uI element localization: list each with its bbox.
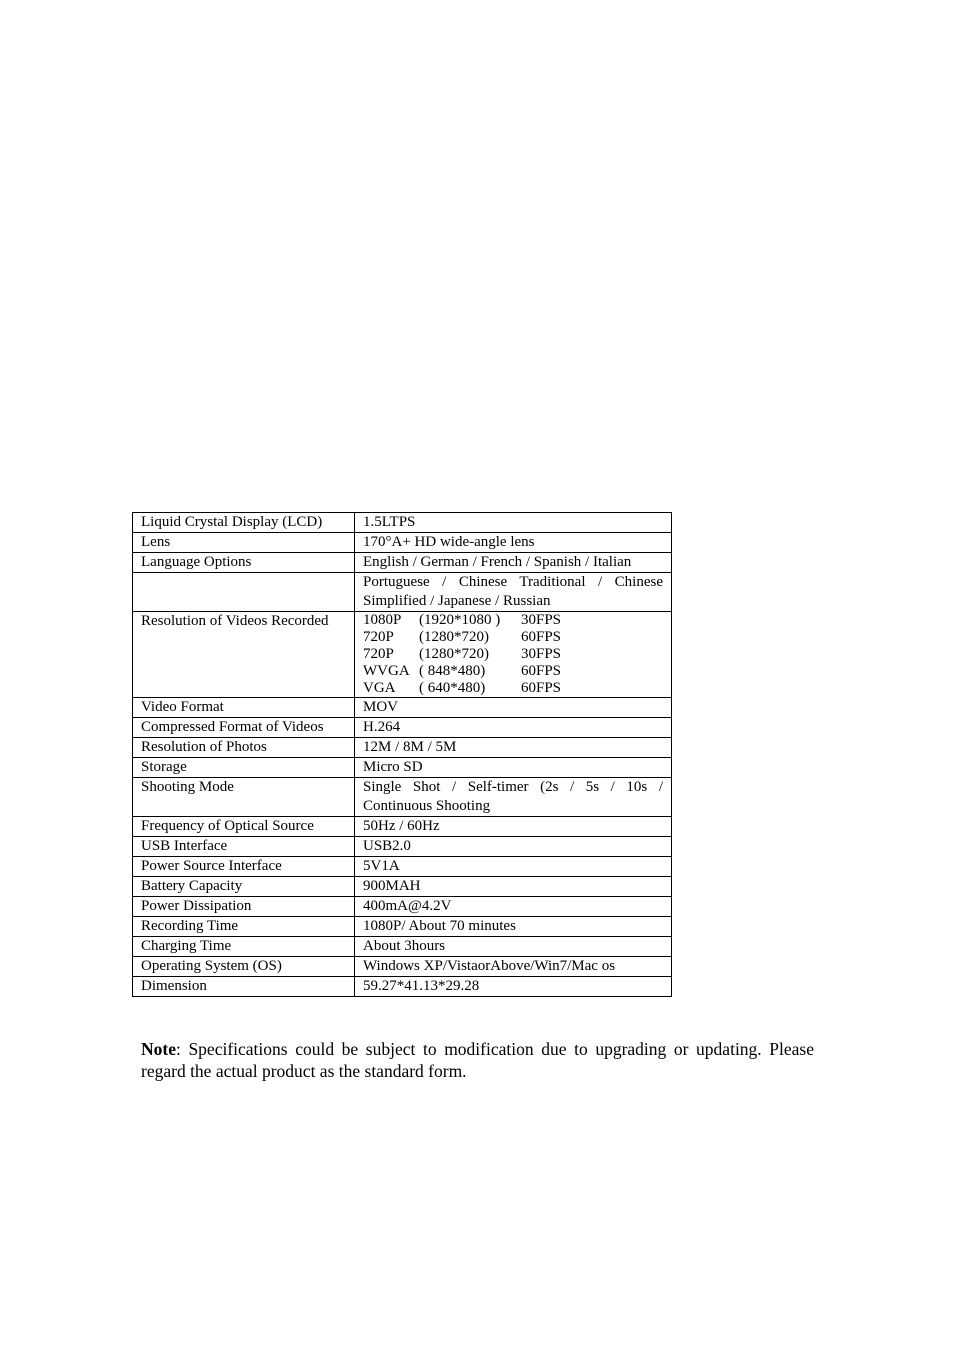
table-row bbox=[133, 977, 672, 997]
resolution-size: (1280*720) bbox=[419, 629, 489, 645]
spec-label: Operating System (OS) bbox=[133, 957, 355, 977]
note-label: Note bbox=[141, 1039, 176, 1059]
spec-value: Windows XP/VistaorAbove/Win7/Mac os bbox=[355, 957, 672, 977]
spec-value: 5V1A bbox=[355, 857, 672, 877]
resolution-size: ( 640*480) bbox=[419, 680, 486, 696]
resolution-line bbox=[363, 629, 663, 646]
spec-value: 1080P/ About 70 minutes bbox=[355, 917, 672, 937]
spec-label: Recording Time bbox=[133, 917, 355, 937]
spec-label: Language Options bbox=[133, 553, 355, 573]
spec-value: Single Shot / Self-timer (2s / 5s / 10s / Continuous Shooting bbox=[355, 778, 672, 817]
table-row bbox=[133, 533, 672, 553]
spec-value: 1.5LTPS bbox=[355, 513, 672, 533]
spec-label: Charging Time bbox=[133, 937, 355, 957]
spec-value: MOV bbox=[355, 698, 672, 718]
spec-label: Shooting Mode bbox=[133, 778, 355, 817]
spec-value: 50Hz / 60Hz bbox=[355, 817, 672, 837]
spec-label: Lens bbox=[133, 533, 355, 553]
spec-value: USB2.0 bbox=[355, 837, 672, 857]
spec-value: About 3hours bbox=[355, 937, 672, 957]
table-row bbox=[133, 778, 672, 817]
resolution-mode: WVGA bbox=[363, 663, 410, 679]
spec-value: 59.27*41.13*29.28 bbox=[355, 977, 672, 997]
table-row bbox=[133, 553, 672, 573]
spec-value: 400mA@4.2V bbox=[355, 897, 672, 917]
resolution-mode: VGA bbox=[363, 680, 396, 696]
resolution-mode: 720P bbox=[363, 629, 394, 645]
video-resolution-list bbox=[355, 612, 672, 698]
spec-value: Portuguese / Chinese Traditional / Chinese Simplified / Japanese / Russian bbox=[355, 573, 672, 612]
spec-value: Micro SD bbox=[355, 758, 672, 778]
table-row bbox=[133, 917, 672, 937]
table-row bbox=[133, 937, 672, 957]
spec-label: Power Source Interface bbox=[133, 857, 355, 877]
note-paragraph bbox=[141, 1038, 814, 1082]
table-row bbox=[133, 817, 672, 837]
table-row bbox=[133, 957, 672, 977]
resolution-mode: 1080P bbox=[363, 612, 402, 628]
resolution-fps: 60FPS bbox=[521, 663, 562, 679]
spec-value: 12M / 8M / 5M bbox=[355, 738, 672, 758]
table-row bbox=[133, 612, 672, 698]
spec-label: Resolution of Photos bbox=[133, 738, 355, 758]
table-row bbox=[133, 698, 672, 718]
note-text: : Specifications could be subject to modification due to upgrading or updating. Please regard the actual product as the standard form. bbox=[141, 1039, 814, 1081]
spec-value: 900MAH bbox=[355, 877, 672, 897]
spec-label: Video Format bbox=[133, 698, 355, 718]
spec-label: Compressed Format of Videos bbox=[133, 718, 355, 738]
spec-label bbox=[133, 573, 355, 612]
table-row bbox=[133, 877, 672, 897]
resolution-size: (1920*1080 ) bbox=[419, 612, 501, 628]
resolution-fps: 60FPS bbox=[521, 629, 562, 645]
table-row bbox=[133, 837, 672, 857]
table-row bbox=[133, 857, 672, 877]
spec-label: USB Interface bbox=[133, 837, 355, 857]
spec-value: English / German / French / Spanish / Italian bbox=[355, 553, 672, 573]
resolution-line bbox=[363, 680, 663, 697]
resolution-fps: 30FPS bbox=[521, 612, 562, 628]
spec-label: Battery Capacity bbox=[133, 877, 355, 897]
spec-value: H.264 bbox=[355, 718, 672, 738]
specifications-table bbox=[132, 512, 672, 997]
spec-label: Frequency of Optical Source bbox=[133, 817, 355, 837]
resolution-size: (1280*720) bbox=[419, 646, 489, 662]
resolution-line bbox=[363, 663, 663, 680]
spec-label: Power Dissipation bbox=[133, 897, 355, 917]
spec-value: 170°A+ HD wide-angle lens bbox=[355, 533, 672, 553]
table-row bbox=[133, 738, 672, 758]
spec-label: Liquid Crystal Display (LCD) bbox=[133, 513, 355, 533]
resolution-fps: 60FPS bbox=[521, 680, 562, 696]
resolution-line bbox=[363, 646, 663, 663]
table-row bbox=[133, 718, 672, 738]
resolution-fps: 30FPS bbox=[521, 646, 562, 662]
table-row bbox=[133, 897, 672, 917]
table-row bbox=[133, 758, 672, 778]
spec-label: Dimension bbox=[133, 977, 355, 997]
table-row bbox=[133, 573, 672, 612]
spec-label: Resolution of Videos Recorded bbox=[133, 612, 355, 698]
spec-label: Storage bbox=[133, 758, 355, 778]
table-row bbox=[133, 513, 672, 533]
resolution-mode: 720P bbox=[363, 646, 394, 662]
resolution-size: ( 848*480) bbox=[419, 663, 486, 679]
resolution-line bbox=[363, 612, 663, 629]
